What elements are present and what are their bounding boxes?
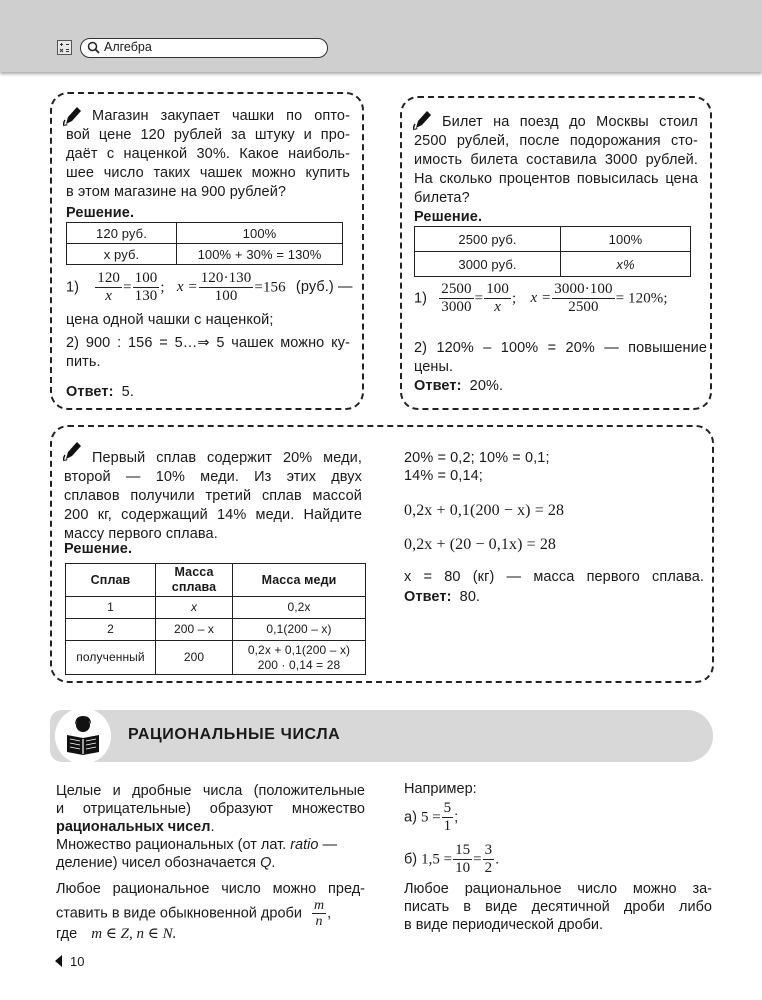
table-cell: 2500 руб. — [415, 227, 561, 252]
search-field[interactable] — [80, 38, 328, 58]
table-cell: x руб. — [67, 244, 177, 265]
banner-badge — [55, 708, 111, 764]
example-a: а) 5 = $\frac{5}{1}$ ; — [404, 800, 459, 834]
calculator-icon — [57, 40, 72, 55]
body-line: в виде периодической дроби. — [404, 917, 604, 933]
problem-line: На сколько процентов повысилась цена — [414, 171, 698, 187]
problem-line: даёт с наценкой 30%. Какое наиболь- — [66, 146, 350, 162]
table-header: Сплав — [66, 564, 156, 597]
pencil-icon — [62, 104, 84, 128]
section-title: РАЦИОНАЛЬНЫЕ ЧИСЛА — [128, 726, 341, 743]
pencil-icon — [412, 108, 434, 132]
table-cell: 200 – x — [156, 619, 233, 641]
percent-conversion: 20% = 0,2; 10% = 0,1; — [404, 450, 550, 466]
body-line: писать в виде десятичной дроби либо — [404, 899, 712, 915]
problem-line: билета? — [414, 190, 470, 206]
table-cell: 3000 руб. — [415, 252, 561, 277]
solution-label: Решение. — [414, 209, 483, 225]
equation-2: 0,2x + (20 − 0,1x) = 28 — [404, 536, 557, 553]
table-cell: 0,2x — [233, 597, 366, 619]
body-line: ставить в виде обыкновенной дроби $\frac{m}{n}$ , — [56, 898, 332, 929]
body-line: Множество рациональных (от лат. ratio — — [56, 837, 337, 853]
problem-card-alloy — [50, 425, 714, 683]
example-b: б) 1,5 = $\frac{15}{10}$ = $\frac{3}{2}$ . — [404, 842, 500, 876]
body-line: рациональных чисел. — [56, 819, 215, 835]
search-icon — [87, 41, 100, 54]
problem-line: второй — 10% меди. Из этих двух — [64, 469, 362, 485]
table-cell: 100% — [177, 223, 343, 244]
proportion-table — [414, 226, 691, 277]
step-2: 2) 900 : 156 = 5…⇒ 5 чашек можно ку- — [66, 335, 350, 351]
step-2-continuation: цены. — [414, 359, 454, 375]
table-cell: 120 руб. — [67, 223, 177, 244]
solution-label: Решение. — [64, 541, 133, 557]
table-cell: полученный — [66, 641, 156, 675]
solution-label: Решение. — [66, 205, 135, 221]
result-line: x = 80 (кг) — масса первого сплава. — [404, 569, 704, 585]
equation-1: 0,2x + 0,1(200 − x) = 28 — [404, 502, 565, 519]
answer: Ответ: 20%. — [414, 378, 504, 394]
table-cell: 100% — [561, 227, 691, 252]
body-line: где m ∈ Z, n ∈ N. — [56, 926, 177, 942]
page-back-icon[interactable] — [55, 955, 63, 967]
problem-line: Билет на поезд до Москвы стоил — [442, 114, 698, 130]
step-2: 2) 120% – 100% = 20% — повышение — [414, 340, 707, 356]
example-heading: Например: — [404, 781, 477, 797]
problem-line: Первый сплав содержит 20% меди, — [92, 450, 362, 466]
problem-card-cups — [50, 92, 364, 410]
table-cell: 0,2x + 0,1(200 – x) 200 · 0,14 = 28 — [233, 641, 366, 675]
alloy-table — [65, 563, 366, 675]
problem-card-ticket — [400, 96, 712, 410]
problem-line: 2500 рублей, после подорожания сто- — [414, 133, 698, 149]
problem-line: массу первого сплава. — [64, 526, 218, 542]
header-bar — [0, 0, 762, 72]
pencil-icon — [62, 439, 84, 463]
body-line: Любое рациональное число можно пред- — [56, 881, 365, 897]
problem-line: шее число таких чашек можно купить — [66, 165, 350, 181]
body-line: Целые и дробные числа (положительные — [56, 783, 365, 799]
problem-line: имость билета составила 3000 рублей. — [414, 152, 698, 168]
table-header: Масса сплава — [156, 564, 233, 597]
table-cell: 100% + 30% = 130% — [177, 244, 343, 265]
search-label: Алгебра — [104, 40, 152, 54]
problem-line: в этом магазине на 900 рублей? — [66, 184, 287, 200]
answer: Ответ: 80. — [404, 589, 481, 605]
problem-line: сплавов получили третий сплав массой — [64, 488, 362, 504]
proportion-table — [66, 222, 343, 265]
reader-icon — [55, 708, 111, 764]
table-cell: x — [156, 597, 233, 619]
page-number: 10 — [70, 954, 85, 969]
body-line: деление) чисел обозначается Q. — [56, 855, 276, 871]
body-line: Любое рациональное число можно за- — [404, 881, 712, 897]
percent-conversion: 14% = 0,14; — [404, 468, 483, 484]
problem-line: 200 кг, содержащий 14% меди. Найдите — [64, 507, 362, 523]
table-cell: 1 — [66, 597, 156, 619]
table-cell: 0,1(200 – x) — [233, 619, 366, 641]
problem-line: Магазин закупает чашки по опто- — [92, 108, 350, 124]
table-cell: 200 — [156, 641, 233, 675]
table-cell: 2 — [66, 619, 156, 641]
answer: Ответ: 5. — [66, 384, 134, 400]
step-1: 1) $\frac{2500}{3000}$ = $\frac{100}{x}$ ; x = $\frac{3000\cdot 100}{2500}$ = 120%; — [414, 281, 668, 315]
problem-line: вой цене 120 рублей за штуку и про- — [66, 127, 350, 143]
step-2-continuation: пить. — [66, 354, 101, 370]
step-1: 1) $\frac{120}{x}$ = $\frac{100}{130}$ ; x = $\frac{120\cdot 130}{100}$ =156 (руб.) — — [66, 270, 353, 304]
body-line: и отрицательные) образуют множество — [56, 801, 365, 817]
table-header: Масса меди — [233, 564, 366, 597]
table-cell: x% — [561, 252, 691, 277]
step-1-continuation: цена одной чашки с наценкой; — [66, 312, 274, 328]
